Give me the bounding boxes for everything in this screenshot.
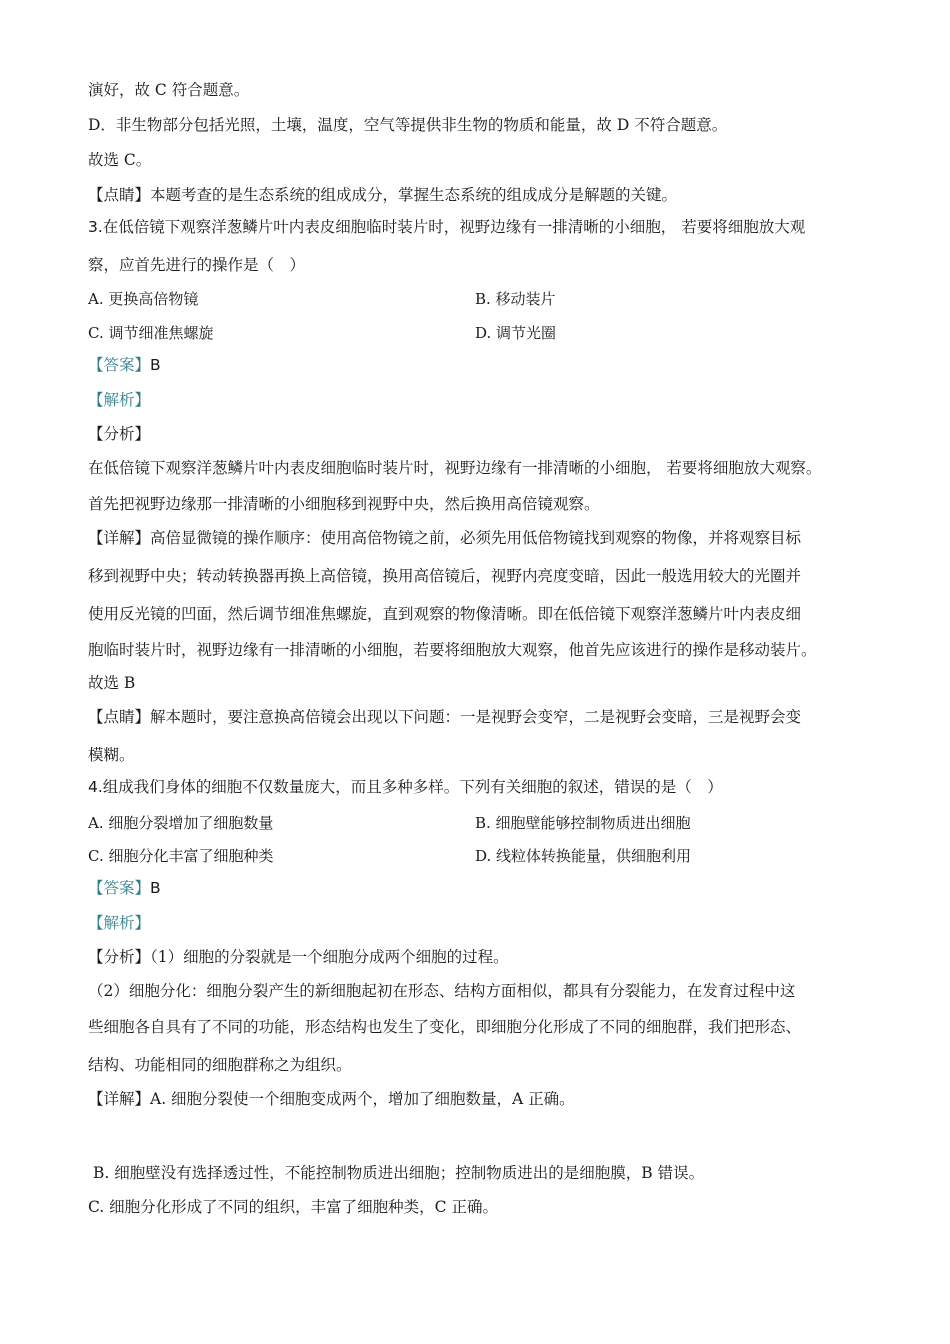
text-line: B. 细胞壁没有选择透过性，不能控制物质进出细胞；控制物质进出的是细胞膜，B 错误。 <box>93 1164 705 1182</box>
question-3-stem: 3.在低倍镜下观察洋葱鳞片叶内表皮细胞临时装片时，视野边缘有一排清晰的小细胞， 若要将细胞放大观 <box>88 218 806 236</box>
text-line: 胞临时装片时，视野边缘有一排清晰的小细胞，若要将细胞放大观察，他首先应该进行的操作是移动装片。 <box>88 641 817 659</box>
text-line: 些细胞各自具有了不同的功能，形态结构也发生了变化，即细胞分化形成了不同的细胞群，我们把形态、 <box>88 1018 802 1036</box>
option-d: D. 调节光圈 <box>475 324 557 342</box>
dianjing-line: 【点睛】本题考查的是生态系统的组成成分，掌握生态系统的组成成分是解题的关键。 <box>88 186 678 204</box>
option-d: D. 线粒体转换能量，供细胞利用 <box>475 847 692 865</box>
answer-value: B <box>150 356 161 374</box>
answer-tag: 【答案】 <box>88 879 151 897</box>
option-b: B. 细胞壁能够控制物质进出细胞 <box>475 814 691 832</box>
xiangjie-line: 【详解】高倍显微镜的操作顺序：使用高倍物镜之前，必须先用低倍物镜找到观察的物像，并将观察目标 <box>88 529 802 547</box>
option-a: A. 更换高倍物镜 <box>88 290 199 308</box>
text-line: D．非生物部分包括光照，土壤，温度，空气等提供非生物的物质和能量，故 D 不符合题意。 <box>88 116 728 134</box>
option-c: C. 细胞分化丰富了细胞种类 <box>88 847 274 865</box>
question-4-stem: 4.组成我们身体的细胞不仅数量庞大，而且多种多样。下列有关细胞的叙述，错误的是（ ） <box>88 778 723 796</box>
text-line: 模糊。 <box>88 746 135 764</box>
text-line: 在低倍镜下观察洋葱鳞片叶内表皮细胞临时装片时，视野边缘有一排清晰的小细胞， 若要将细胞放大观察。 <box>88 459 822 477</box>
question-3-stem-cont: 察，应首先进行的操作是（ ） <box>88 256 306 274</box>
text-line: 演好，故 C 符合题意。 <box>88 81 250 99</box>
text-line: 故选 C。 <box>88 151 152 169</box>
text-line: 故选 B <box>88 674 136 692</box>
answer-value: B <box>150 879 161 897</box>
jiexi-tag: 【解析】 <box>88 391 151 409</box>
text-line: C. 细胞分化形成了不同的组织，丰富了细胞种类，C 正确。 <box>88 1198 498 1216</box>
fenxi-line: 【分析】（1）细胞的分裂就是一个细胞分成两个细胞的过程。 <box>88 948 509 966</box>
answer-line <box>88 355 161 375</box>
option-b: B. 移动装片 <box>475 290 556 308</box>
xiangjie-line: 【详解】A. 细胞分裂使一个细胞变成两个，增加了细胞数量，A 正确。 <box>88 1090 575 1108</box>
question-number: 3. <box>88 218 103 236</box>
answer-line <box>88 878 161 898</box>
dianjing-line: 【点睛】解本题时，要注意换高倍镜会出现以下问题：一是视野会变窄，二是视野会变暗，三是视野会变 <box>88 708 802 726</box>
text-line: 首先把视野边缘那一排清晰的小细胞移到视野中央，然后换用高倍镜观察。 <box>88 495 600 513</box>
fenxi-tag: 【分析】 <box>88 425 151 443</box>
text-line: 使用反光镜的凹面，然后调节细准焦螺旋，直到观察的物像清晰。即在低倍镜下观察洋葱鳞片叶内表皮细 <box>88 605 802 623</box>
question-number: 4. <box>88 778 103 796</box>
text-line: （2）细胞分化：细胞分裂产生的新细胞起初在形态、结构方面相似，都具有分裂能力，在发育过程中这 <box>88 982 796 1000</box>
text-line: 结构、功能相同的细胞群称之为组织。 <box>88 1056 352 1074</box>
option-c: C. 调节细准焦螺旋 <box>88 324 214 342</box>
answer-tag: 【答案】 <box>88 356 151 374</box>
option-a: A. 细胞分裂增加了细胞数量 <box>88 814 274 832</box>
text-line: 移到视野中央；转动转换器再换上高倍镜，换用高倍镜后，视野内亮度变暗，因此一般选用较大的光圈并 <box>88 567 802 585</box>
jiexi-tag: 【解析】 <box>88 914 151 932</box>
